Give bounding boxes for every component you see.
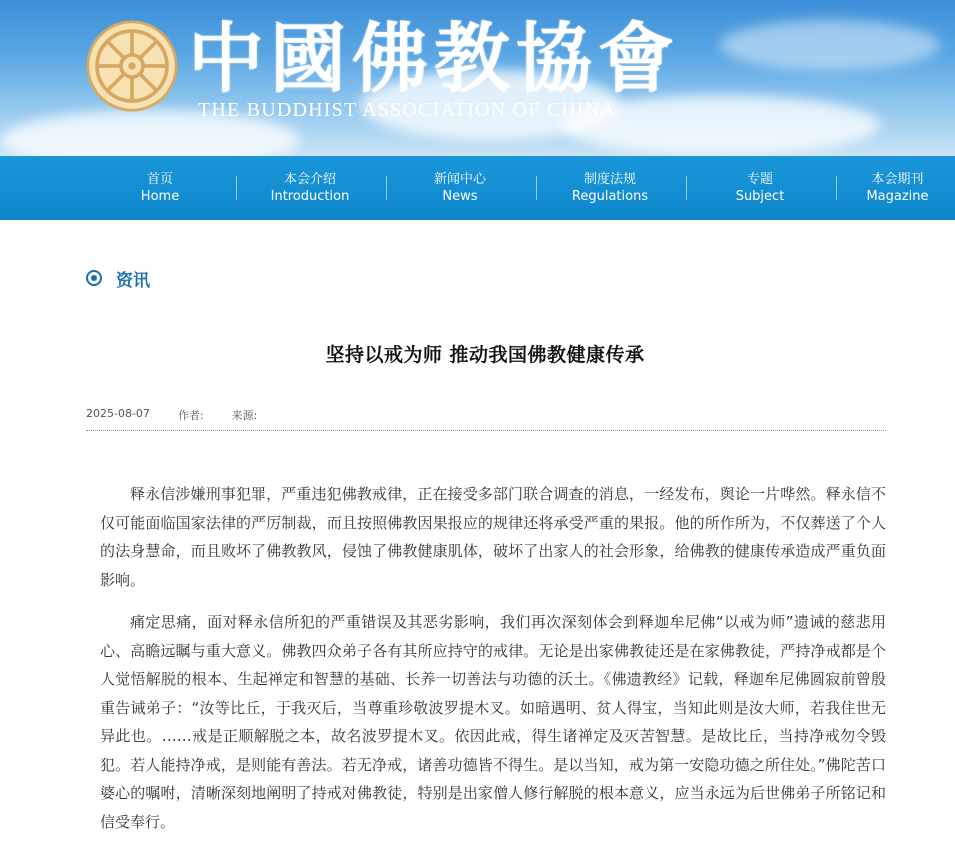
cloud [720, 20, 940, 70]
nav-item-introduction[interactable] [240, 156, 380, 220]
target-circle-icon [86, 270, 102, 286]
article-paragraph: 释永信涉嫌刑事犯罪，严重违犯佛教戒律，正在接受多部门联合调查的消息，一经发布，舆论一片哗然。释永信不仅可能面临国家法律的严厉制裁，而且按照佛教因果报应的规律还将承受严重的果报。他的所作所为，不仅葬送了个人的法身慧命，而且败坏了佛教教风，侵蚀了佛教健康肌体，破坏了出家人的社会形象，给佛教的健康传承造成严重负面影响。 [100, 485, 886, 589]
article-author-label: 作者: [177, 409, 204, 422]
nav-item-home[interactable] [90, 156, 230, 220]
dharma-wheel-icon[interactable] [86, 20, 178, 112]
nav-label-cn: 本会介绍 [283, 171, 336, 187]
nav-label-en: Subject [735, 188, 785, 204]
article-body [100, 480, 886, 850]
nav-divider [236, 176, 237, 200]
main-nav [0, 156, 955, 220]
nav-label-cn: 制度法规 [583, 171, 636, 187]
article-date: 2025-08-07 [86, 407, 150, 420]
nav-divider [836, 176, 837, 200]
article-source-label: 来源: [231, 409, 258, 422]
site-title-en: THE BUDDHIST ASSOCIATION OF CHINA [198, 99, 617, 121]
article-paragraph: 痛定思痛，面对释永信所犯的严重错误及其恶劣影响，我们再次深刻体会到释迦牟尼佛“以戒为师”遗诫的慈悲用心、高瞻远瞩与重大意义。佛教四众弟子各有其所应持守的戒律。无论是出家佛教徒还是在家佛教徒，严持净戒都是个人觉悟解脱的根本、生起禅定和智慧的基础、长养一切善法与功德的沃土。《佛遗教经》记载，释迦牟尼佛圆寂前曾殷重告诫弟子：“汝等比丘，于我灭后，当尊重珍敬波罗提木叉。如暗遇明、贫人得宝，当知此则是汝大师，若我住世无异此也。……戒是正顺解脱之本，故名波罗提木叉。依因此戒，得生诸禅定及灭苦智慧。是故比丘，当持净戒勿令毁犯。若人能持净戒，是则能有善法。若无净戒，诸善功德皆不得生。是以当知，戒为第一安隐功德之所住处。”佛陀苦口婆心的嘱咐，清晰深刻地阐明了持戒对佛教徒，特别是出家僧人修行解脱的根本意义，应当永远为后世佛弟子所铭记和信受奉行。 [100, 613, 886, 831]
nav-item-magazine[interactable] [840, 156, 955, 220]
nav-label-en: Home [140, 188, 180, 204]
article-meta [86, 407, 285, 423]
nav-label-cn: 专题 [746, 171, 773, 187]
nav-divider [386, 176, 387, 200]
nav-item-regulations[interactable] [540, 156, 680, 220]
nav-divider [686, 176, 687, 200]
nav-label-en: Regulations [571, 188, 649, 204]
nav-label-en: News [442, 188, 478, 204]
nav-label-cn: 新闻中心 [433, 171, 486, 187]
section-title[interactable]: 资讯 [116, 270, 150, 291]
article-title: 坚持以戒为师 推动我国佛教健康传承 [325, 344, 645, 366]
nav-item-news[interactable] [390, 156, 530, 220]
nav-label-cn: 本会期刊 [871, 171, 924, 187]
nav-label-en: Introduction [270, 188, 350, 204]
nav-label-cn: 首页 [146, 171, 173, 187]
header-banner [0, 0, 955, 156]
section-heading [86, 266, 150, 290]
nav-label-en: Magazine [866, 188, 929, 204]
nav-item-subject[interactable] [690, 156, 830, 220]
meta-divider [86, 430, 886, 431]
nav-divider [536, 176, 537, 200]
site-title-cn: 中國佛教協會 [188, 14, 680, 103]
